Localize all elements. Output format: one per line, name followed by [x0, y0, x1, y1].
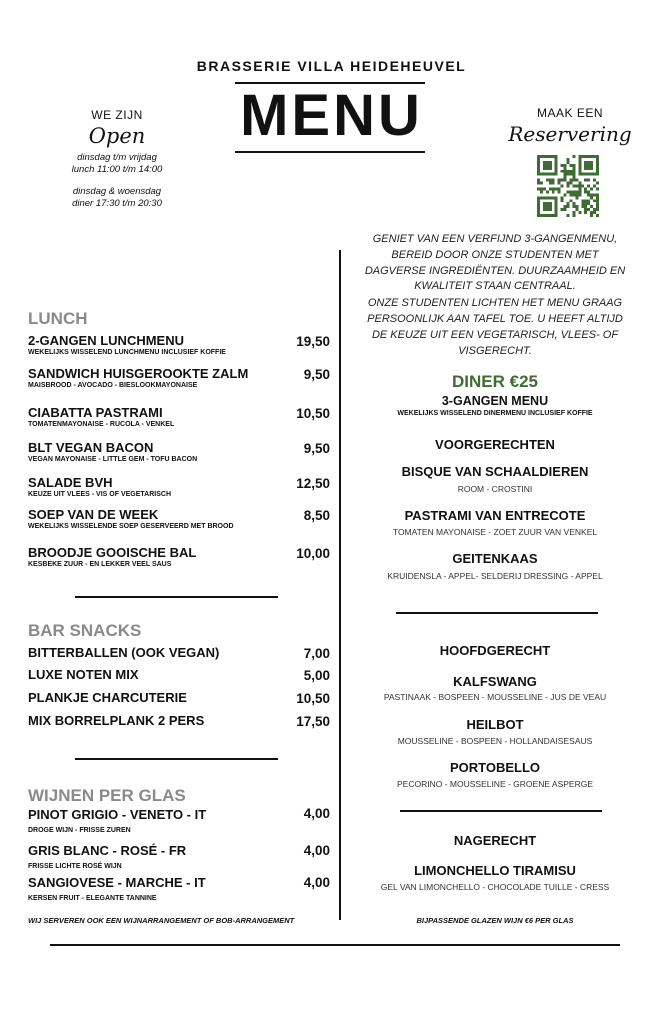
hours-line-1: dinsdag t/m vrijdag: [77, 152, 157, 163]
dish-desc: ROOM - CROSTINI: [457, 484, 533, 494]
lunch-item: [28, 508, 234, 531]
wine-footnote: WIJ SERVEREN OOK EEN WIJNARRANGEMENT OF BOB-ARRANGEMENT: [28, 916, 295, 925]
lunch-item-desc: WEKELIJKS WISSELEND LUNCHMENU INCLUSIEF KOFFIE: [28, 349, 226, 356]
snack-item-price: 17,50: [296, 714, 330, 729]
lunch-divider: [75, 596, 278, 598]
intro-paragraph-1: GENIET VAN EEN VERFIJND 3-GANGENMENU, BEREID DOOR ONZE STUDENTEN MET DAGVERSE INGREDIËNTEN. DUURZAAMHEID EN KWALITEIT STAAN CENTRAAL.: [364, 233, 626, 293]
lunch-item-name: CIABATTA PASTRAMI: [28, 405, 163, 420]
wine-item-name: PINOT GRIGIO - VENETO - IT: [28, 807, 207, 822]
lunch-item-name: 2-GANGEN LUNCHMENU: [28, 333, 184, 348]
dish-name: GEITENKAAS: [452, 551, 538, 566]
dish-name: KALFSWANG: [453, 674, 537, 689]
lunch-item-name: SANDWICH HUISGEROOKTE ZALM: [28, 366, 249, 381]
snack-item-name: BITTERBALLEN (OOK VEGAN): [28, 645, 220, 660]
lunch-item-name: BLT VEGAN BACON: [28, 440, 154, 455]
dish-name: HEILBOT: [466, 717, 524, 732]
wine-item-name: SANGIOVESE - MARCHE - IT: [28, 875, 206, 890]
wine-item: [28, 844, 186, 871]
intro-paragraph-2: ONZE STUDENTEN LICHTEN HET MENU GRAAG PERSOONLIJK AAN TAFEL TOE. U HEEFT ALTIJD DE KEUZE UIT EEN VEGETARISCH, VLEES- OF VISGERECHT.: [367, 297, 623, 357]
lunch-item-desc: VEGAN MAYONAISE - LITTLE GEM - TOFU BACON: [28, 456, 198, 463]
reservation-block: [500, 106, 640, 146]
voorgerechten-heading: VOORGERECHTEN: [435, 437, 555, 452]
lunch-item-price: 12,50: [296, 476, 330, 491]
snack-item-name: LUXE NOTEN MIX: [28, 667, 139, 682]
lunch-item-desc: TOMATENMAYONAISE - RUCOLA - VENKEL: [28, 421, 175, 428]
dish-name: PASTRAMI VAN ENTRECOTE: [404, 508, 586, 523]
hoofdgerecht-divider: [400, 810, 602, 812]
wine-item-price: 4,00: [303, 806, 330, 821]
lunch-item-name: SOEP VAN DE WEEK: [28, 507, 159, 522]
wine-item-desc: DROGE WIJN - FRISSE ZUREN: [28, 827, 131, 834]
we-zijn-label: WE ZIJN: [91, 108, 143, 122]
wine-item-price: 4,00: [303, 843, 330, 858]
snack-item-price: 10,50: [296, 691, 330, 706]
dish-desc: PECORINO - MOUSSELINE - GROENE ASPERGE: [396, 779, 593, 789]
dish-name: PORTOBELLO: [449, 760, 541, 775]
hours-line-4: diner 17:30 t/m 20:30: [72, 197, 162, 209]
lunch-item-price: 10,00: [296, 546, 330, 561]
lunch-heading: LUNCH: [28, 309, 88, 328]
brand-name: BRASSERIE VILLA HEIDEHEUVEL: [196, 58, 467, 74]
diner-title: DINER €25: [452, 372, 538, 391]
snack-item-price: 5,00: [303, 668, 330, 683]
diner-subtitle: 3-GANGEN MENU: [441, 394, 549, 408]
dish-desc: TOMATEN MAYONAISE - ZOET ZUUR VAN VENKEL: [392, 527, 598, 537]
lunch-item-desc: KEUZE UIT VLEES - VIS OF VEGETARISCH: [28, 491, 171, 498]
intro-text: [360, 232, 630, 359]
hoofdgerecht-heading: HOOFDGERECHT: [439, 643, 551, 658]
lunch-item: [28, 367, 248, 390]
dish-desc: KRUIDENSLA - APPEL- SELDERIJ DRESSING - APPEL: [387, 571, 603, 581]
snack-item-name: PLANKJE CHARCUTERIE: [28, 690, 187, 705]
dish-name: BISQUE VAN SCHAALDIEREN: [401, 464, 589, 479]
reservering-link[interactable]: Reservering: [508, 122, 632, 146]
column-divider: [339, 250, 341, 920]
lunch-item: [28, 334, 226, 357]
snack-item-price: 7,00: [303, 646, 330, 661]
snacks-divider: [75, 758, 278, 760]
lunch-item-price: 8,50: [303, 508, 330, 523]
lunch-item: [28, 406, 174, 429]
wine-item-name: GRIS BLANC - ROSÉ - FR: [28, 843, 187, 858]
title-bottom-rule: [235, 151, 425, 153]
wine-item: [28, 876, 206, 903]
lunch-item: [28, 546, 196, 569]
bottom-rule: [50, 944, 620, 946]
wine-item-desc: KERSEN FRUIT - ELEGANTE TANNINE: [28, 895, 157, 902]
maak-een-label: MAAK EEN: [536, 106, 603, 120]
lunch-item: [28, 441, 197, 464]
page-title: MENU: [240, 83, 423, 148]
diner-footnote: BIJPASSENDE GLAZEN WIJN €6 PER GLAS: [416, 916, 574, 925]
lunch-item: [28, 476, 171, 499]
voorgerechten-divider: [396, 612, 598, 614]
dish-desc: PASTINAAK - BOSPEEN - MOUSSELINE - JUS DE VEAU: [383, 692, 607, 702]
lunch-item-price: 10,50: [296, 406, 330, 421]
lunch-item-price: 9,50: [303, 441, 330, 456]
snack-item-name: MIX BORRELPLANK 2 PERS: [28, 713, 205, 728]
dish-desc: MOUSSELINE - BOSPEEN - HOLLANDAISESAUS: [397, 736, 593, 746]
nagerecht-heading: NAGERECHT: [453, 833, 537, 848]
lunch-item-desc: WEKELIJKS WISSELENDE SOEP GESERVEERD MET BROOD: [28, 523, 234, 530]
wine-item-price: 4,00: [303, 875, 330, 890]
reservation-qr-code[interactable]: [537, 155, 599, 217]
hours-line-2: lunch 11:00 t/m 14:00: [71, 163, 163, 175]
hours-line-3: dinsdag & woensdag: [72, 186, 162, 197]
open-script: Open: [88, 124, 146, 148]
lunch-item-name: SALADE BVH: [28, 475, 113, 490]
dish-name: LIMONCHELLO TIRAMISU: [414, 863, 576, 878]
lunch-item-desc: MAISBROOD - AVOCADO - BIESLOOKMAYONAISE: [28, 382, 198, 389]
lunch-item-desc: KESBEKE ZUUR - EN LEKKER VEEL SAUS: [28, 561, 172, 568]
bar-snacks-heading: BAR SNACKS: [28, 621, 142, 640]
lunch-item-name: BROODJE GOOISCHE BAL: [28, 545, 197, 560]
wine-item: [28, 808, 206, 835]
dish-desc: GEL VAN LIMONCHELLO - CHOCOLADE TUILLE - CRESS: [380, 882, 610, 892]
wines-heading: WIJNEN PER GLAS: [28, 786, 186, 805]
wine-item-desc: FRISSE LICHTE ROSÉ WIJN: [28, 863, 122, 870]
lunch-item-price: 9,50: [303, 367, 330, 382]
lunch-item-price: 19,50: [296, 334, 330, 349]
opening-hours: [58, 108, 176, 209]
diner-note: WEKELIJKS WISSELEND DINERMENU INCLUSIEF KOFFIE: [397, 410, 593, 417]
